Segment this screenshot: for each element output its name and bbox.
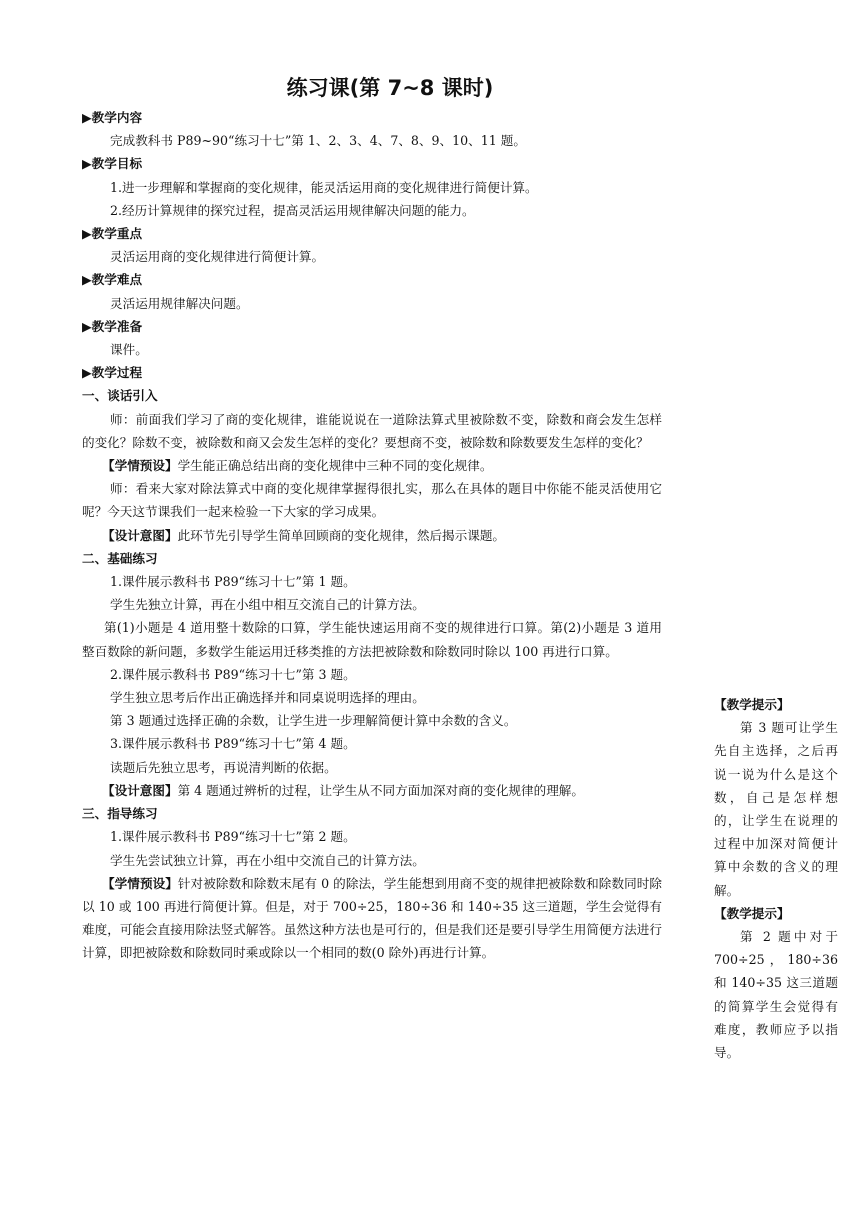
sidebar-notes [714,693,838,1064]
teaching-tip-heading-1: 【教学提示】 [714,697,790,712]
goal-item-1: 1.进一步理解和掌握商的变化规律，能灵活运用商的变化规律进行简便计算。 [110,179,538,195]
difficulty-text: 灵活运用规律解决问题。 [110,295,249,311]
part3-heading: 三、指导练习 [82,806,158,822]
preparation-text: 课件。 [110,342,148,358]
section-heading-process: ▶教学过程 [82,365,143,381]
section-heading-content: ▶教学内容 [82,110,143,125]
main-column [82,106,662,965]
part3-line-2: 学生先尝试独立计算，再在小组中交流自己的计算方法。 [110,852,425,868]
section-heading-difficulty: ▶教学难点 [82,272,143,288]
part2-heading: 二、基础练习 [82,550,158,566]
part1-paragraph-2: 【学情预设】学生能正确总结出商的变化规律中三种不同的变化规律。 [102,458,493,474]
goal-item-2: 2.经历计算规律的探究过程，提高灵活运用规律解决问题的能力。 [110,202,475,218]
section-heading-preparation: ▶教学准备 [82,318,143,334]
situation-label: 【学情预设】 [102,875,178,891]
part2-line-4: 学生独立思考后作出正确选择并和同桌说明选择的理由。 [110,690,425,706]
part2-line-1: 1.课件展示教科书 P89“练习十七”第 1 题。 [110,574,356,590]
part1-paragraph-3: 师：看来大家对除法算式中商的变化规律掌握得很扎实，那么在具体的题目中你能不能灵活使用它呢？今天这节课我们一起来检验一下大家的学习成果。 [82,481,662,520]
content-text: 完成教科书 P89~90“练习十七”第 1、2、3、4、7、8、9、10、11 题。 [110,133,526,149]
part2-line-3: 2.课件展示教科书 P89“练习十七”第 3 题。 [110,666,356,682]
design-intent-label: 【设计意图】 [102,527,178,543]
page-title: 练习课(第 7~8 课时) [286,76,494,100]
part1-heading: 一、谈话引入 [82,388,158,404]
section-heading-key: ▶教学重点 [82,226,143,242]
part2-line-5: 第 3 题通过选择正确的余数，让学生进一步理解简便计算中余数的含义。 [110,713,517,729]
part3-paragraph-1: 【学情预设】针对被除数和除数末尾有 0 的除法，学生能想到用商不变的规律把被除数和除数同时除以 10 或 100 再进行简便计算。但是，对于 700÷25，180÷36 和 140÷35 这三道题，学生会觉得有难度，可能会直接用除法竖式解答。虽然这种方法也是可行的，但是我们还是要引导学生用简便方法进行计算，即把被除数和除数同时乘或除以一个相同的数(0 除外)再进行计算。 [82,875,662,961]
part2-line-2: 学生先独立计算，再在小组中相互交流自己的计算方法。 [110,597,425,613]
part1-paragraph-4: 【设计意图】此环节先引导学生简单回顾商的变化规律，然后揭示课题。 [102,527,505,543]
design-intent-label: 【设计意图】 [102,782,178,798]
part3-line-1: 1.课件展示教科书 P89“练习十七”第 2 题。 [110,829,356,845]
part2-line-7: 读题后先独立思考，再说清判断的依据。 [110,759,337,775]
situation-label: 【学情预设】 [102,458,178,474]
part2-line-6: 3.课件展示教科书 P89“练习十七”第 4 题。 [110,736,356,752]
teaching-tip-heading-2: 【教学提示】 [714,905,790,921]
teaching-tip-text-2: 第 2 题中对于 700÷25，180÷36 和 140÷35 这三道题的简算学生会觉得有难度，教师应予以指导。 [714,929,838,1061]
teaching-tip-text-1: 第 3 题可让学生先自主选择，之后再说一说为什么是这个数，自己是怎样想的，让学生在说理的过程中加深对简便计算中余数的含义的理解。 [714,720,838,898]
section-heading-goals: ▶教学目标 [82,156,143,172]
part1-paragraph-1: 师：前面我们学习了商的变化规律，谁能说说在一道除法算式里被除数不变，除数和商会发生怎样的变化？除数不变，被除数和商又会发生怎样的变化？要想商不变，被除数和除数要发生怎样的变化？ [82,411,662,450]
part2-paragraph-1: 第(1)小题是 4 道用整十数除的口算，学生能快速运用商不变的规律进行口算。第(2)小题是 3 道用整百数除的新问题，多数学生能运用迁移类推的方法把被除数和除数同时除以 100 再进行口算。 [82,620,662,659]
part2-paragraph-2: 【设计意图】第 4 题通过辨析的过程，让学生从不同方面加深对商的变化规律的理解。 [102,782,584,798]
key-text: 灵活运用商的变化规律进行简便计算。 [110,249,325,265]
